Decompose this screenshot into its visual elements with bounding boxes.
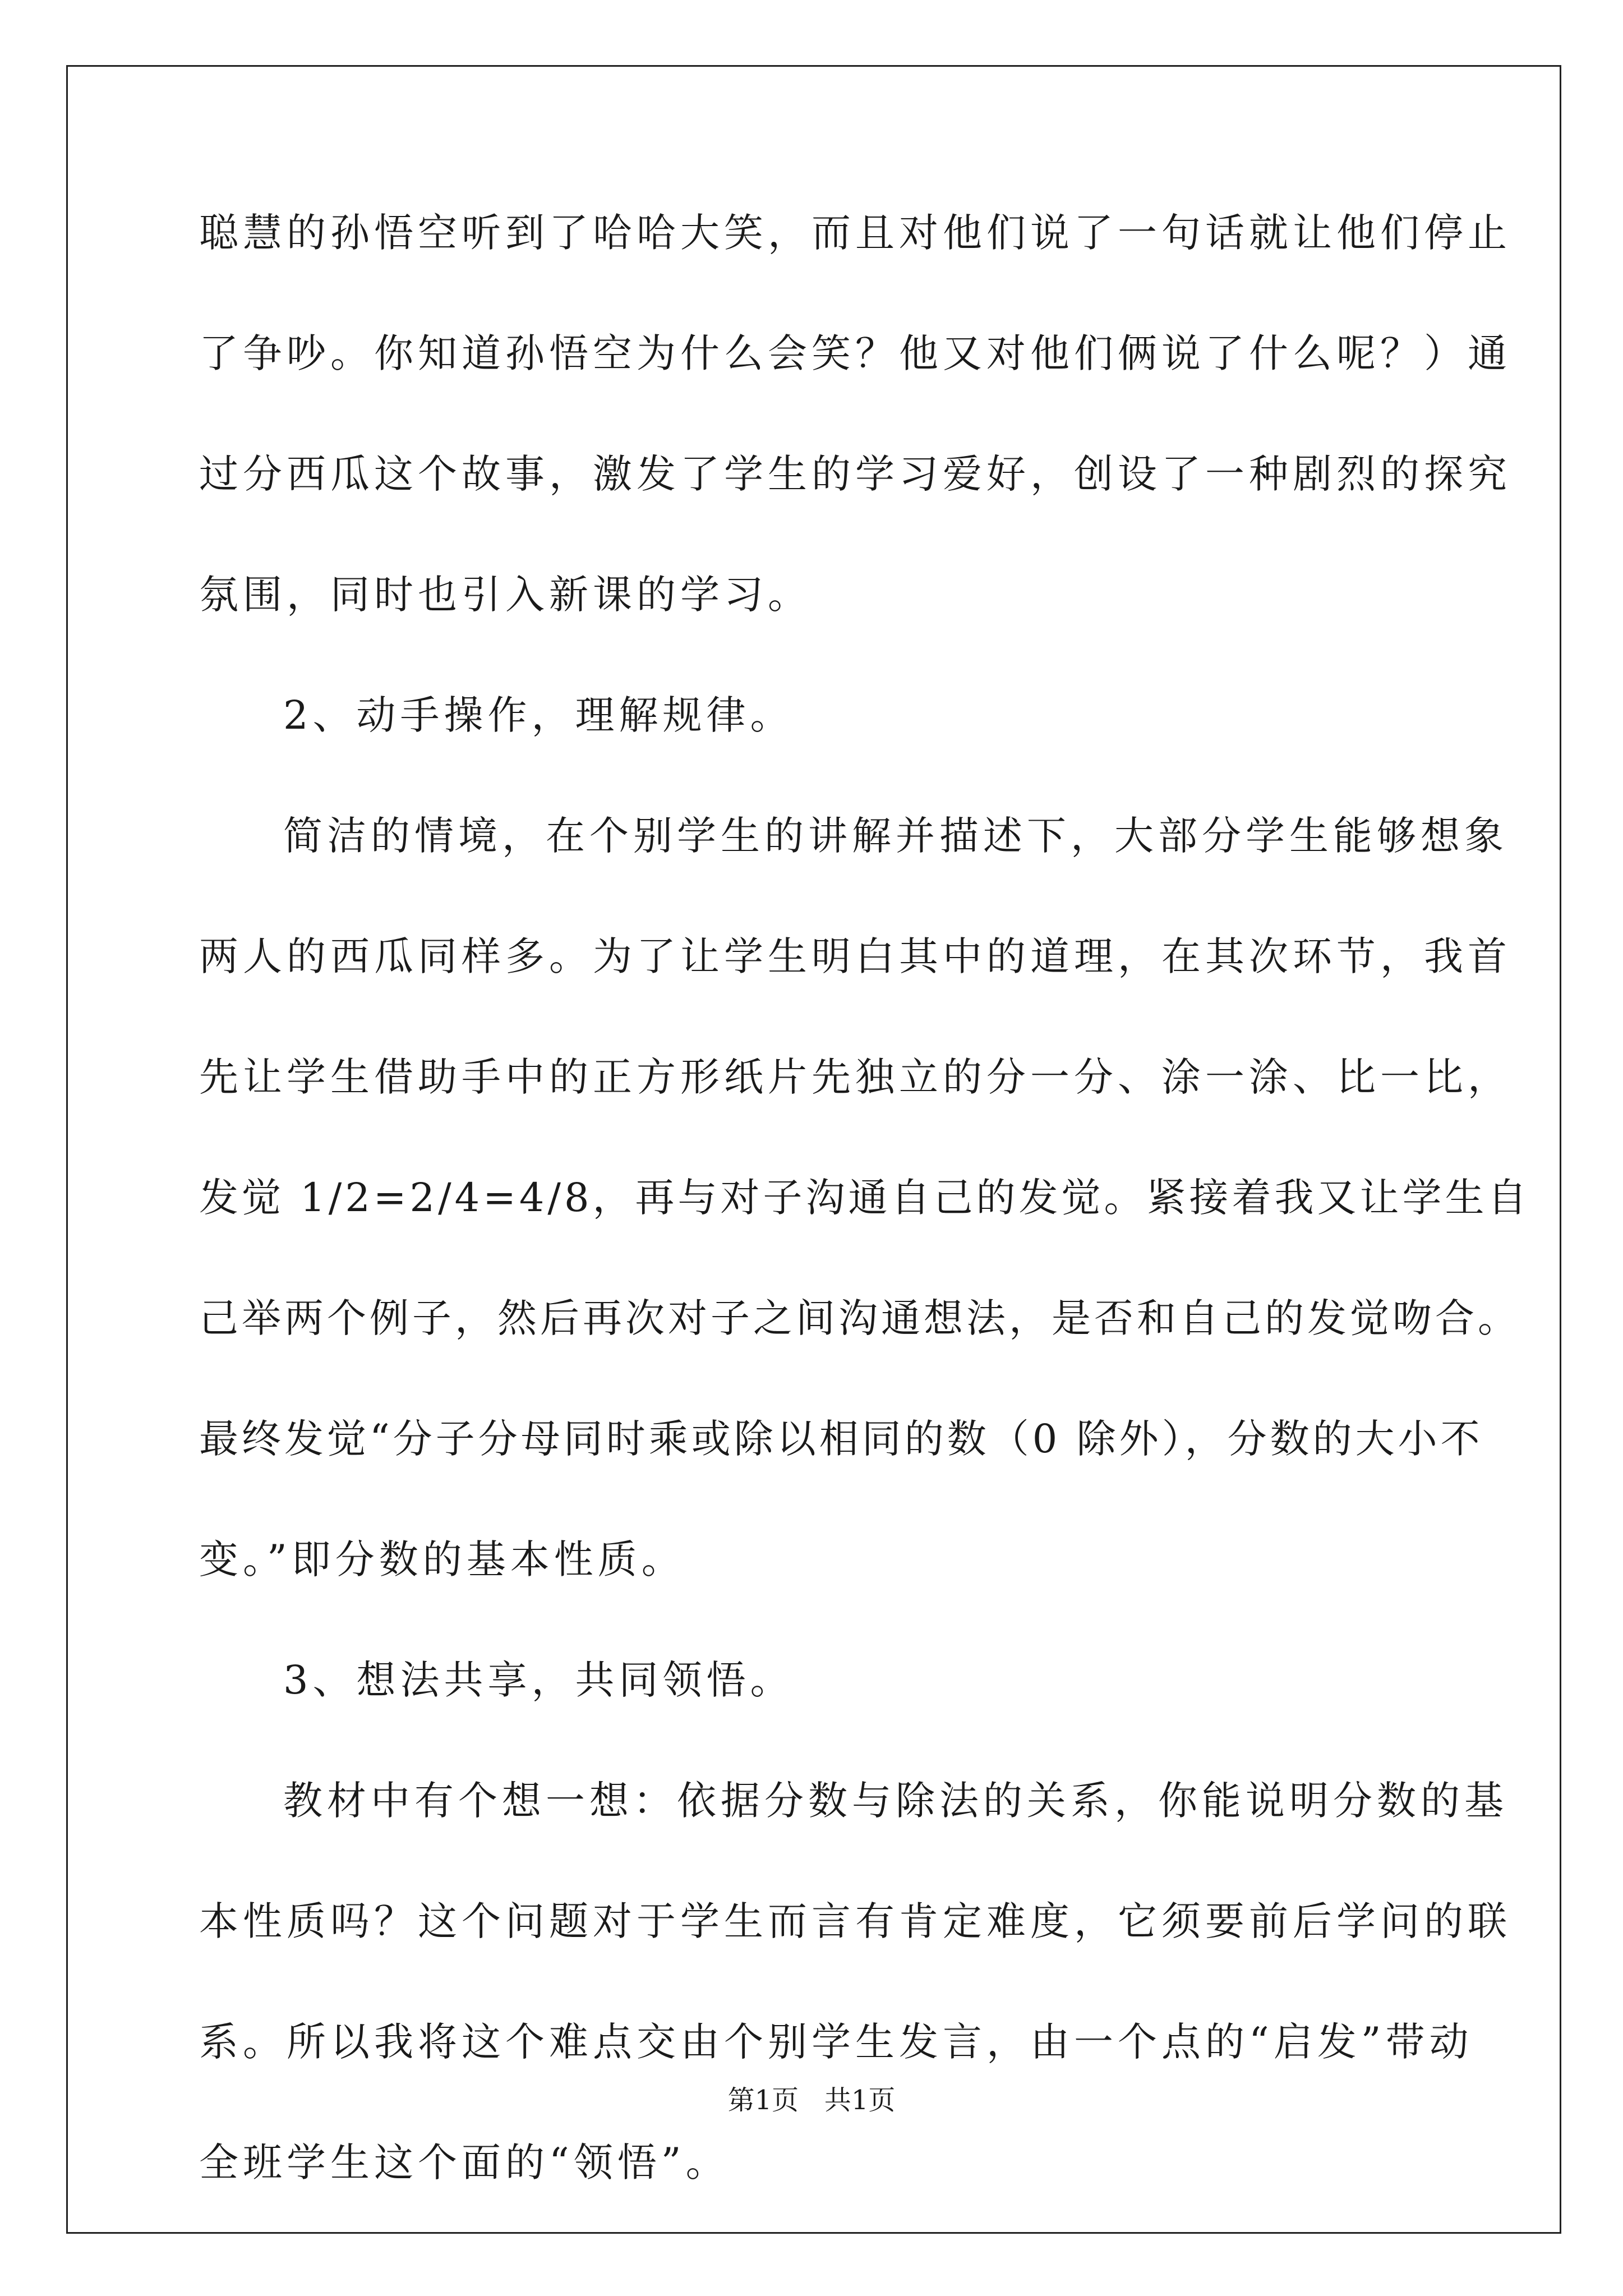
body-line: 简洁的情境，在个别学生的讲解并描述下，大部分学生能够想象 xyxy=(283,813,1508,859)
body-line: 先让学生借助手中的正方形纸片先独立的分一分、涂一涂、比一比， xyxy=(199,1054,1511,1100)
body-line: 己举两个例子，然后再次对子之间沟通想法，是否和自己的发觉吻合。 xyxy=(199,1295,1520,1341)
body-line: 了争吵。你知道孙悟空为什么会笑？他又对他们俩说了什么呢？）通 xyxy=(199,330,1511,376)
body-line: 发觉 1/2=2/4=4/8，再与对子沟通自己的发觉。紧接着我又让学生自 xyxy=(199,1175,1530,1221)
body-line: 最终发觉“分子分母同时乘或除以相同的数（0 除外），分数的大小不 xyxy=(199,1416,1483,1462)
section-heading: 3、想法共享，共同领悟。 xyxy=(283,1657,794,1703)
document-body xyxy=(199,210,1530,2263)
body-line: 全班学生这个面的“领悟”。 xyxy=(199,2139,730,2185)
body-line: 氛围，同时也引入新课的学习。 xyxy=(199,572,811,618)
page-number-footer: 第1页 共1页 xyxy=(727,2085,896,2116)
body-line: 变。”即分数的基本性质。 xyxy=(199,1536,685,1582)
body-line: 过分西瓜这个故事，激发了学生的学习爱好，创设了一种剧烈的探究 xyxy=(199,451,1511,497)
body-line: 教材中有个想一想：依据分数与除法的关系，你能说明分数的基 xyxy=(283,1778,1508,1824)
section-heading: 2、动手操作，理解规律。 xyxy=(283,692,794,738)
body-line: 本性质吗？这个问题对于学生而言有肯定难度，它须要前后学问的联 xyxy=(199,1898,1511,1944)
body-line: 聪慧的孙悟空听到了哈哈大笑，而且对他们说了一句话就让他们停止 xyxy=(199,210,1511,256)
body-line: 系。所以我将这个难点交由个别学生发言，由一个点的“启发”带动 xyxy=(199,2019,1473,2065)
body-line: 两人的西瓜同样多。为了让学生明白其中的道理，在其次环节，我首 xyxy=(199,933,1511,979)
